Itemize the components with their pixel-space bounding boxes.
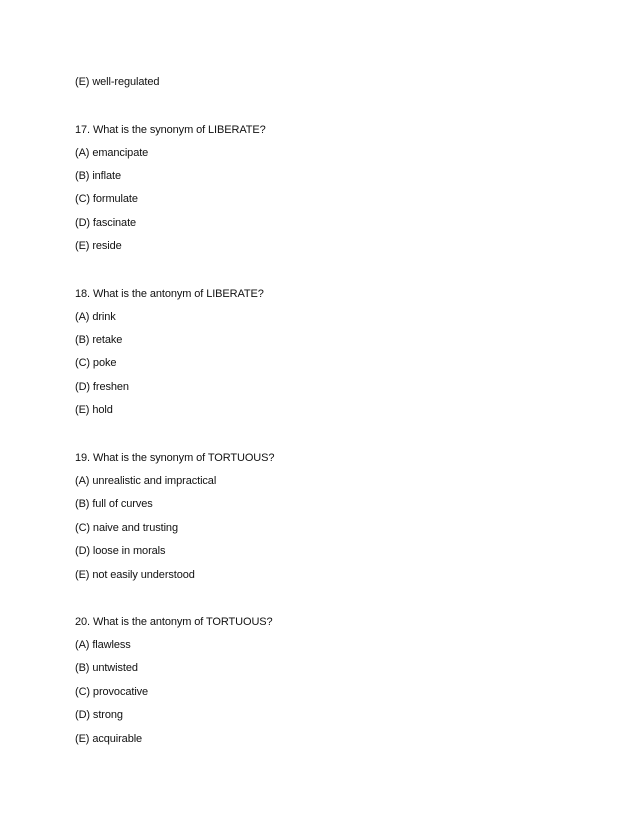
question-18-option-b: (B) retake bbox=[75, 334, 123, 346]
question-19-option-d: (D) loose in morals bbox=[75, 545, 166, 557]
question-17-prompt: 17. What is the synonym of LIBERATE? bbox=[75, 124, 266, 136]
question-19-prompt: 19. What is the synonym of TORTUOUS? bbox=[75, 452, 275, 464]
question-20-option-d: (D) strong bbox=[75, 709, 123, 721]
option-e-well-regulated: (E) well-regulated bbox=[75, 76, 160, 88]
question-17-option-c: (C) formulate bbox=[75, 193, 138, 205]
question-20-option-b: (B) untwisted bbox=[75, 662, 138, 674]
question-18-option-d: (D) freshen bbox=[75, 381, 129, 393]
question-20-option-a: (A) flawless bbox=[75, 639, 131, 651]
question-17-option-a: (A) emancipate bbox=[75, 147, 149, 159]
question-18-option-e: (E) hold bbox=[75, 404, 113, 416]
question-19-option-c: (C) naive and trusting bbox=[75, 522, 178, 534]
question-20-option-e: (E) acquirable bbox=[75, 733, 143, 745]
question-18-option-c: (C) poke bbox=[75, 357, 117, 369]
question-19-option-a: (A) unrealistic and impractical bbox=[75, 475, 217, 487]
question-18-prompt: 18. What is the antonym of LIBERATE? bbox=[75, 288, 264, 300]
question-17-option-d: (D) fascinate bbox=[75, 217, 137, 229]
question-19-option-b: (B) full of curves bbox=[75, 498, 153, 510]
question-19-option-e: (E) not easily understood bbox=[75, 569, 195, 581]
question-20-prompt: 20. What is the antonym of TORTUOUS? bbox=[75, 616, 273, 628]
question-17-option-b: (B) inflate bbox=[75, 170, 121, 182]
question-18-option-a: (A) drink bbox=[75, 311, 116, 323]
question-17-option-e: (E) reside bbox=[75, 240, 122, 252]
question-20-option-c: (C) provocative bbox=[75, 686, 149, 698]
